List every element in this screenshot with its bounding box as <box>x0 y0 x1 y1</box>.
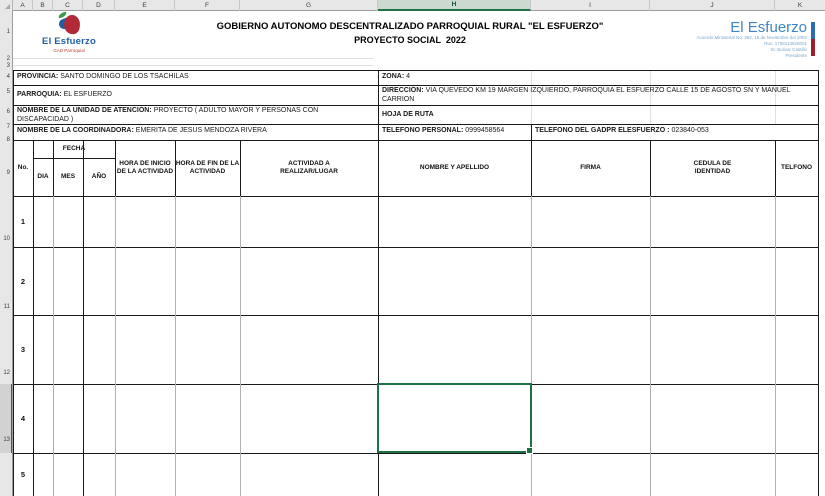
row-header-8[interactable]: 8 <box>6 137 10 143</box>
row-header-13[interactable]: 13 <box>3 437 10 443</box>
header-hora-fin-label: HORA DE FIN DE LA ACTIVIDAD <box>175 160 240 175</box>
row-header-4[interactable]: 4 <box>6 74 10 80</box>
grid-line <box>240 196 241 496</box>
row-header-2[interactable]: 2 <box>6 56 10 62</box>
row-header-5[interactable]: 5 <box>6 89 10 95</box>
coordinadora-value: EMERITA DE JESUS MENDOZA RIVERA <box>135 127 267 134</box>
cell-hoja-de-ruta[interactable] <box>382 111 812 120</box>
header-mes[interactable] <box>53 158 83 196</box>
row-3-number: 3 <box>20 345 26 354</box>
row-4-number: 4 <box>20 414 26 423</box>
table-border <box>13 105 819 106</box>
gad-logo-icon <box>56 12 82 36</box>
direccion-value: VIA QUEVEDO KM 19 MARGEN IZQUIERDO, PARROQUIA EL ESFUERZO CALLE 15 DE AGOSTO SN Y MANUEL CARRION <box>382 87 791 103</box>
table-border <box>13 196 819 197</box>
row-header-9[interactable]: 9 <box>6 170 10 176</box>
header-no[interactable] <box>13 140 33 196</box>
gad-logo <box>18 12 120 58</box>
row-1-number: 1 <box>20 217 26 226</box>
document-title <box>120 21 700 45</box>
select-all-corner[interactable] <box>0 0 13 11</box>
column-header-a[interactable]: A <box>13 0 33 11</box>
grid-line <box>13 65 373 66</box>
row-header-6[interactable]: 6 <box>6 109 10 115</box>
logo-left-subtitle: GAD Parroquial <box>53 48 85 53</box>
row-header-7[interactable]: 7 <box>6 124 10 130</box>
coordinadora-label: NOMBRE DE LA COORDINADORA: <box>17 127 134 134</box>
telefono-gadpr-label: TELEFONO DEL GADPR ELESFUERZO : <box>535 127 670 134</box>
hoja-de-ruta-label: HOJA DE RUTA <box>382 111 434 118</box>
logo-red-shape <box>63 14 81 35</box>
logo-left-title: El Esfuerzo <box>42 36 96 47</box>
header-telefono-label: TELFONO <box>780 164 813 172</box>
header-firma-label: FIRMA <box>580 164 601 172</box>
logo-right-line1: Acuerdo Ministerial No. 352, 15 de Noviembre del 2002 <box>696 35 807 40</box>
header-telefono[interactable] <box>775 140 818 196</box>
row-header-11[interactable]: 11 <box>3 304 10 310</box>
cell-coordinadora[interactable] <box>17 127 372 136</box>
fill-handle[interactable] <box>526 447 533 454</box>
parroquia-value: EL ESFUERZO <box>63 91 112 98</box>
provincia-value: SANTO DOMINGO DE LOS TSACHILAS <box>60 73 189 80</box>
header-cedula[interactable] <box>650 140 775 196</box>
title-line1: GOBIERNO AUTONOMO DESCENTRALIZADO PARROQUIAL RURAL "EL ESFUERZO" <box>216 21 604 32</box>
logo-right-title: El Esfuerzo <box>730 19 807 36</box>
row-4-number-cell[interactable] <box>13 384 33 453</box>
header-dia-label: DIA <box>37 173 49 181</box>
grid-line <box>53 196 54 496</box>
column-header-b[interactable]: B <box>33 0 53 11</box>
row-header-3[interactable]: 3 <box>6 63 10 69</box>
table-border <box>13 85 819 86</box>
header-hora-fin[interactable] <box>175 140 240 196</box>
row-header-10[interactable]: 10 <box>3 236 10 242</box>
header-actividad[interactable] <box>240 140 378 196</box>
header-mes-label: MES <box>60 173 76 181</box>
table-border <box>13 247 819 248</box>
grid-line <box>775 196 776 496</box>
table-border <box>818 70 819 496</box>
el-esfuerzo-logo <box>645 20 820 62</box>
logo-right-line2: Ruc: 1768113820001 <box>764 40 807 46</box>
logo-right-line4: Presidente <box>785 52 807 58</box>
header-cedula-label: CEDULA DE IDENTIDAD <box>693 160 732 175</box>
selected-cell[interactable] <box>377 383 532 453</box>
cell-parroquia[interactable] <box>17 91 372 100</box>
column-header-i[interactable]: I <box>531 0 650 11</box>
unidad-label: NOMBRE DE LA UNIDAD DE ATENCIÓN: <box>17 107 152 114</box>
header-fecha-label: FECHA <box>62 145 86 153</box>
header-hora-inicio-label: HORA DE INICIO DE LA ACTIVIDAD <box>116 160 174 175</box>
row-header-strip <box>0 11 13 496</box>
header-dia[interactable] <box>33 158 53 196</box>
direccion-label: DIRECCIÓN: <box>382 87 424 94</box>
header-actividad-label: ACTIVIDAD A REALIZAR/LUGAR <box>280 160 338 175</box>
zona-value: 4 <box>406 73 411 80</box>
grid-line <box>175 196 176 496</box>
row-2-number: 2 <box>20 276 26 286</box>
telefono-gadpr-value: 023840-053 <box>671 127 709 134</box>
header-nombre-label: NOMBRE Y APELLIDO <box>419 164 490 172</box>
column-header-f[interactable]: F <box>175 0 240 11</box>
cell-zona[interactable] <box>382 73 812 82</box>
header-ano[interactable] <box>83 158 115 196</box>
row-3-number-cell[interactable] <box>13 315 33 384</box>
row-5-number: 5 <box>20 470 26 479</box>
row-1-number-cell[interactable] <box>13 196 33 247</box>
table-border <box>13 453 819 454</box>
grid-line <box>13 58 373 59</box>
logo-right-line3: Sr. Bolivar Castillo <box>770 46 807 52</box>
cell-direccion[interactable] <box>382 87 814 105</box>
column-header-h-selected[interactable]: H <box>378 0 531 11</box>
parroquia-label: PARROQUIA: <box>17 91 62 98</box>
column-header-d[interactable]: D <box>83 0 115 11</box>
telefono-personal-label: TELEFONO PERSONAL: <box>382 127 464 134</box>
column-header-g[interactable]: G <box>240 0 378 11</box>
cell-telefono-personal[interactable] <box>382 127 528 136</box>
header-ano-label: AÑO <box>91 173 107 181</box>
unidad-value: PROYECTO ( ADULTO MAYOR Y PERSONAS CON DISCAPACIDAD ) <box>17 107 319 123</box>
provincia-label: PROVINCIA: <box>17 73 59 80</box>
header-hora-inicio[interactable] <box>115 140 175 196</box>
zona-label: ZONA: <box>382 73 405 80</box>
grid-line <box>650 196 651 496</box>
header-firma[interactable] <box>531 140 650 196</box>
table-border <box>13 70 819 71</box>
header-no-label: No. <box>17 164 29 172</box>
column-header-strip <box>0 0 825 11</box>
column-header-c[interactable]: C <box>53 0 83 11</box>
header-nombre[interactable] <box>378 140 531 196</box>
row-5-number-cell[interactable] <box>13 453 33 496</box>
column-header-j[interactable]: J <box>650 0 775 11</box>
cell-unidad-atencion[interactable] <box>17 107 369 125</box>
logo-bar-icon <box>811 22 815 56</box>
row-header-1[interactable]: 1 <box>6 29 10 35</box>
column-header-k[interactable]: K <box>797 2 803 9</box>
table-border <box>13 315 819 316</box>
telefono-personal-value: 0999458564 <box>465 127 505 134</box>
cell-provincia[interactable] <box>17 73 372 82</box>
cell-telefono-gadpr[interactable] <box>535 127 815 136</box>
grid-line <box>115 196 116 496</box>
row-header-12[interactable]: 12 <box>3 370 10 376</box>
row-2-number-cell[interactable] <box>13 247 33 315</box>
title-line2: PROYECTO SOCIAL 2022 <box>354 35 466 45</box>
column-header-e[interactable]: E <box>115 0 175 11</box>
header-fecha[interactable] <box>33 140 115 158</box>
